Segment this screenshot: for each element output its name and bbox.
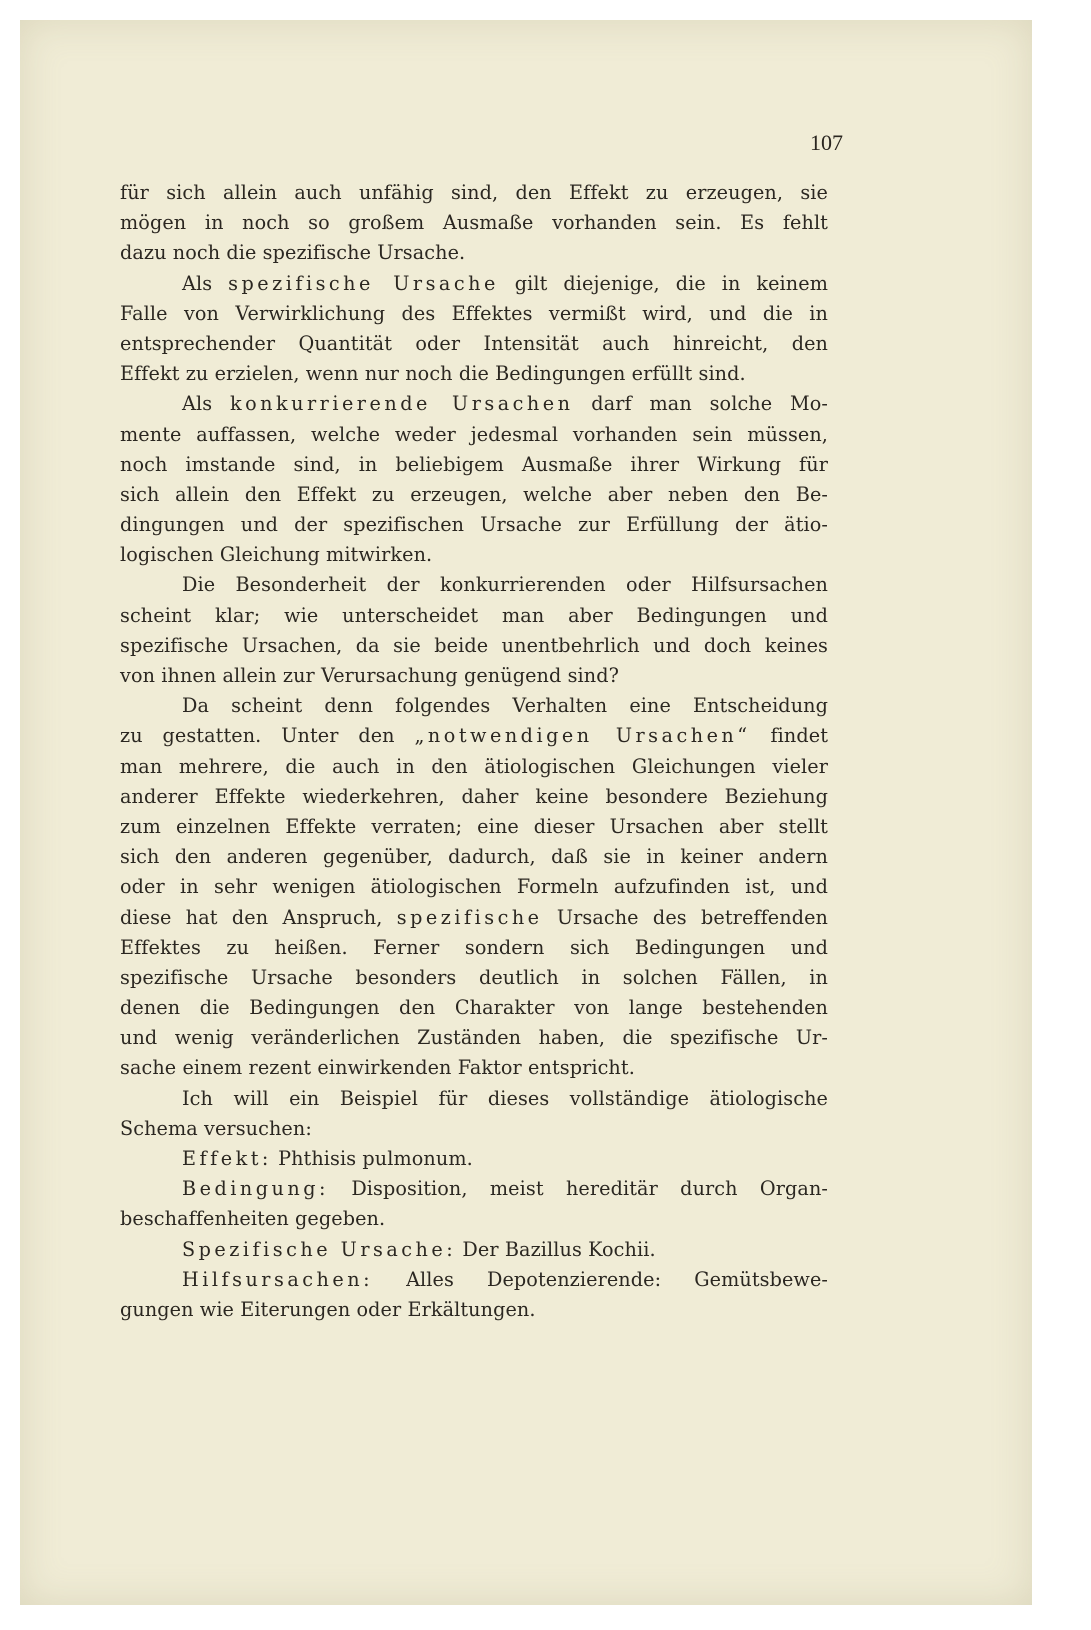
text-line: scheint klar; wie unterscheidet man aber Bedingungen und xyxy=(120,603,828,627)
text-line: sich den anderen gegenüber, dadurch, daß sie in keiner andern xyxy=(120,845,828,869)
text-line: sich allein den Effekt zu erzeugen, welche aber neben den Be- xyxy=(120,482,828,506)
text-fragment: Disposition, meist hereditär durch Organ- xyxy=(328,1177,828,1201)
text-line: mögen in noch so großem Ausmaße vorhanden sein. Es fehlt xyxy=(120,211,828,235)
text-line: man mehrere, die auch in den ätiologischen Gleichungen vieler xyxy=(120,754,828,778)
text-fragment: Phthisis pulmonum. xyxy=(271,1147,473,1170)
text-line: Die Besonderheit der konkurrierenden oder Hilfsursachen xyxy=(182,573,828,597)
text-line: und wenig veränderlichen Zuständen haben, die spezifische Ur- xyxy=(120,1026,828,1050)
text-line: mente auffassen, welche weder jedesmal vorhanden sein müssen, xyxy=(120,422,828,446)
text-line xyxy=(120,721,828,751)
text-line xyxy=(120,1144,828,1174)
text-line: oder in sehr wenigen ätiologischen Formeln aufzufinden ist, und xyxy=(120,875,828,899)
text-line xyxy=(120,1265,828,1295)
text-line: Effektes zu heißen. Ferner sondern sich Bedingungen und xyxy=(120,935,828,959)
spaced-term: „notwendigen Ursachen“ xyxy=(414,724,751,748)
text-fragment: findet xyxy=(750,724,828,748)
text-line xyxy=(120,903,828,933)
spaced-term: Bedingung: xyxy=(182,1177,329,1201)
text-line: spezifische Ursache besonders deutlich in solchen Fällen, in xyxy=(120,965,828,989)
text-line: Ich will ein Beispiel für dieses vollständige ätiologische xyxy=(182,1086,828,1110)
text-line: logischen Gleichung mitwirken. xyxy=(120,543,433,567)
text-fragment: gilt diejenige, die in keinem xyxy=(498,271,829,295)
text-fragment: diese hat den Anspruch, xyxy=(120,905,397,929)
text-fragment: zu gestatten. Unter den xyxy=(120,724,415,748)
text-line: Schema versuchen: xyxy=(120,1116,312,1140)
text-line: spezifische Ursachen, da sie beide unentbehrlich und doch keines xyxy=(120,633,828,657)
page-number: 107 xyxy=(810,130,843,155)
spaced-term: konkurrierende Ursachen xyxy=(229,392,574,416)
text-line: dazu noch die spezifische Ursache. xyxy=(120,241,466,265)
spaced-term: Hilfsursachen: xyxy=(182,1267,374,1291)
text-line: für sich allein auch unfähig sind, den Effekt zu erzeugen, sie xyxy=(120,181,828,204)
spaced-term: spezifische Ursache xyxy=(228,271,499,295)
text-fragment: Alles Depotenzierende: Gemütsbewe- xyxy=(373,1267,828,1291)
body-text xyxy=(120,178,828,1325)
text-fragment: Als xyxy=(182,271,229,295)
text-line xyxy=(120,1235,828,1265)
text-fragment: Als xyxy=(182,392,230,416)
text-fragment: Der Bazillus Kochii. xyxy=(456,1237,656,1261)
text-line: noch imstande sind, in beliebigem Ausmaße ihrer Wirkung für xyxy=(120,452,828,476)
spaced-term: Effekt: xyxy=(182,1147,272,1170)
text-line: zum einzelnen Effekte verraten; eine dieser Ursachen aber stellt xyxy=(120,814,828,838)
text-line: anderer Effekte wiederkehren, daher keine besondere Beziehung xyxy=(120,784,828,808)
text-line: entsprechender Quantität oder Intensität auch hinreicht, den xyxy=(120,331,828,355)
text-line: Da scheint denn folgendes Verhalten eine Entscheidung xyxy=(182,694,828,718)
text-line xyxy=(120,389,828,419)
text-line xyxy=(120,269,828,299)
text-line: gungen wie Eiterungen oder Erkältungen. xyxy=(120,1297,536,1321)
text-line: Falle von Verwirklichung des Effektes vermißt wird, und die in xyxy=(120,301,828,325)
spaced-term: spezifische xyxy=(396,905,543,929)
text-line: dingungen und der spezifischen Ursache zur Erfüllung der ätio- xyxy=(120,513,828,537)
text-line: von ihnen allein zur Verursachung genügend sind? xyxy=(120,664,619,687)
book-page xyxy=(20,20,1032,1605)
text-line: denen die Bedingungen den Charakter von lange bestehenden xyxy=(120,996,828,1020)
text-line: beschaffenheiten gegeben. xyxy=(120,1207,386,1231)
text-fragment: darf man solche Mo- xyxy=(573,392,828,416)
text-line xyxy=(120,1174,828,1204)
text-line: sache einem rezent einwirkenden Faktor entspricht. xyxy=(120,1056,635,1080)
text-fragment: Ursache des betreffenden xyxy=(542,905,829,929)
spaced-term: Spezifische Ursache: xyxy=(182,1237,457,1261)
text-line: Effekt zu erzielen, wenn nur noch die Bedingungen erfüllt sind. xyxy=(120,362,746,386)
